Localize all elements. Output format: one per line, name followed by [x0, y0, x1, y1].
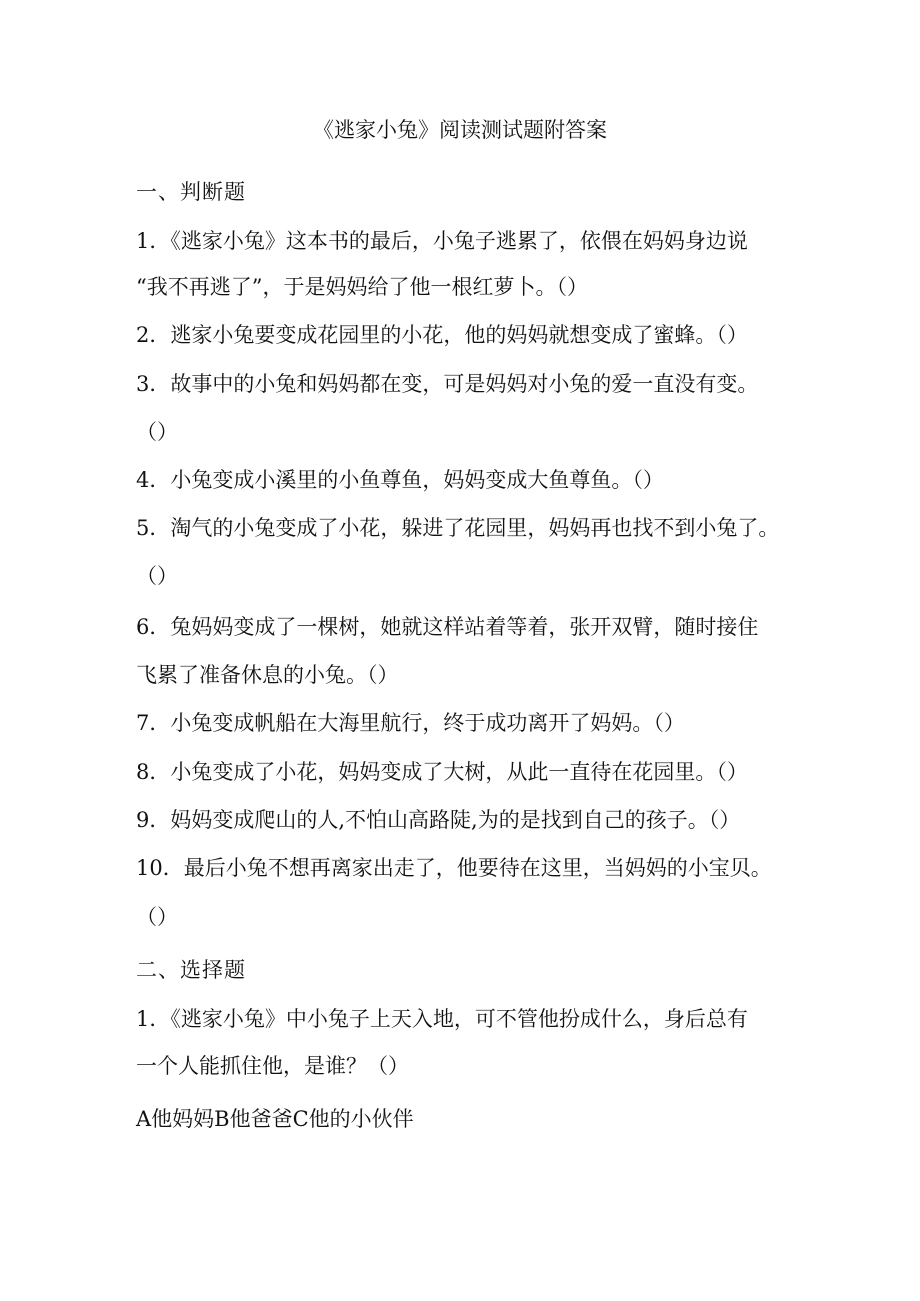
question-line: （） — [136, 564, 178, 588]
question-line: （） — [136, 420, 178, 444]
section-heading: 一、判断题 — [136, 180, 246, 204]
question-line: 1．《逃家小兔》这本书的最后，小兔子逃累了，依偎在妈妈身边说 — [136, 229, 748, 253]
question-line: 9．妈妈变成爬山的人,不怕山高路陡,为的是找到自己的孩子。（） — [136, 808, 741, 832]
question-line: 2．逃家小兔要变成花园里的小花，他的妈妈就想变成了蜜蜂。（） — [136, 323, 748, 347]
question-line: 10．最后小兔不想再离家出走了，他要待在这里，当妈妈的小宝贝。 — [136, 856, 772, 880]
question-line: “我不再逃了”，于是妈妈给了他一根红萝卜。（） — [136, 275, 588, 299]
question-line: 4．小兔变成小溪里的小鱼尊鱼，妈妈变成大鱼尊鱼。（） — [136, 468, 664, 492]
question-line: 7．小兔变成帆船在大海里航行，终于成功离开了妈妈。（） — [136, 711, 685, 735]
question-line: 8．小兔变成了小花，妈妈变成了大树，从此一直待在花园里。（） — [136, 760, 748, 784]
question-line: 5．淘气的小兔变成了小花，躲进了花园里，妈妈再也找不到小兔了。 — [136, 516, 780, 540]
question-line: 飞累了准备休息的小兔。（） — [136, 663, 399, 687]
document-title: 《逃家小兔》阅读测试题附答案 — [313, 118, 607, 142]
question-line: 6．兔妈妈变成了一棵树，她就这样站着等着，张开双臂，随时接住 — [136, 615, 759, 639]
answer-options: A他妈妈B他爸爸C他的小伙伴 — [136, 1107, 414, 1131]
question-line: （） — [136, 905, 178, 929]
question-line: 1．《逃家小兔》中小兔子上天入地，可不管他扮成什么，身后总有 — [136, 1007, 748, 1031]
section-heading: 二、选择题 — [136, 958, 246, 982]
question-line: 3．故事中的小兔和妈妈都在变，可是妈妈对小兔的爱一直没有变。 — [136, 372, 759, 396]
question-line: 一个人能抓住他，是谁？（） — [136, 1054, 409, 1078]
